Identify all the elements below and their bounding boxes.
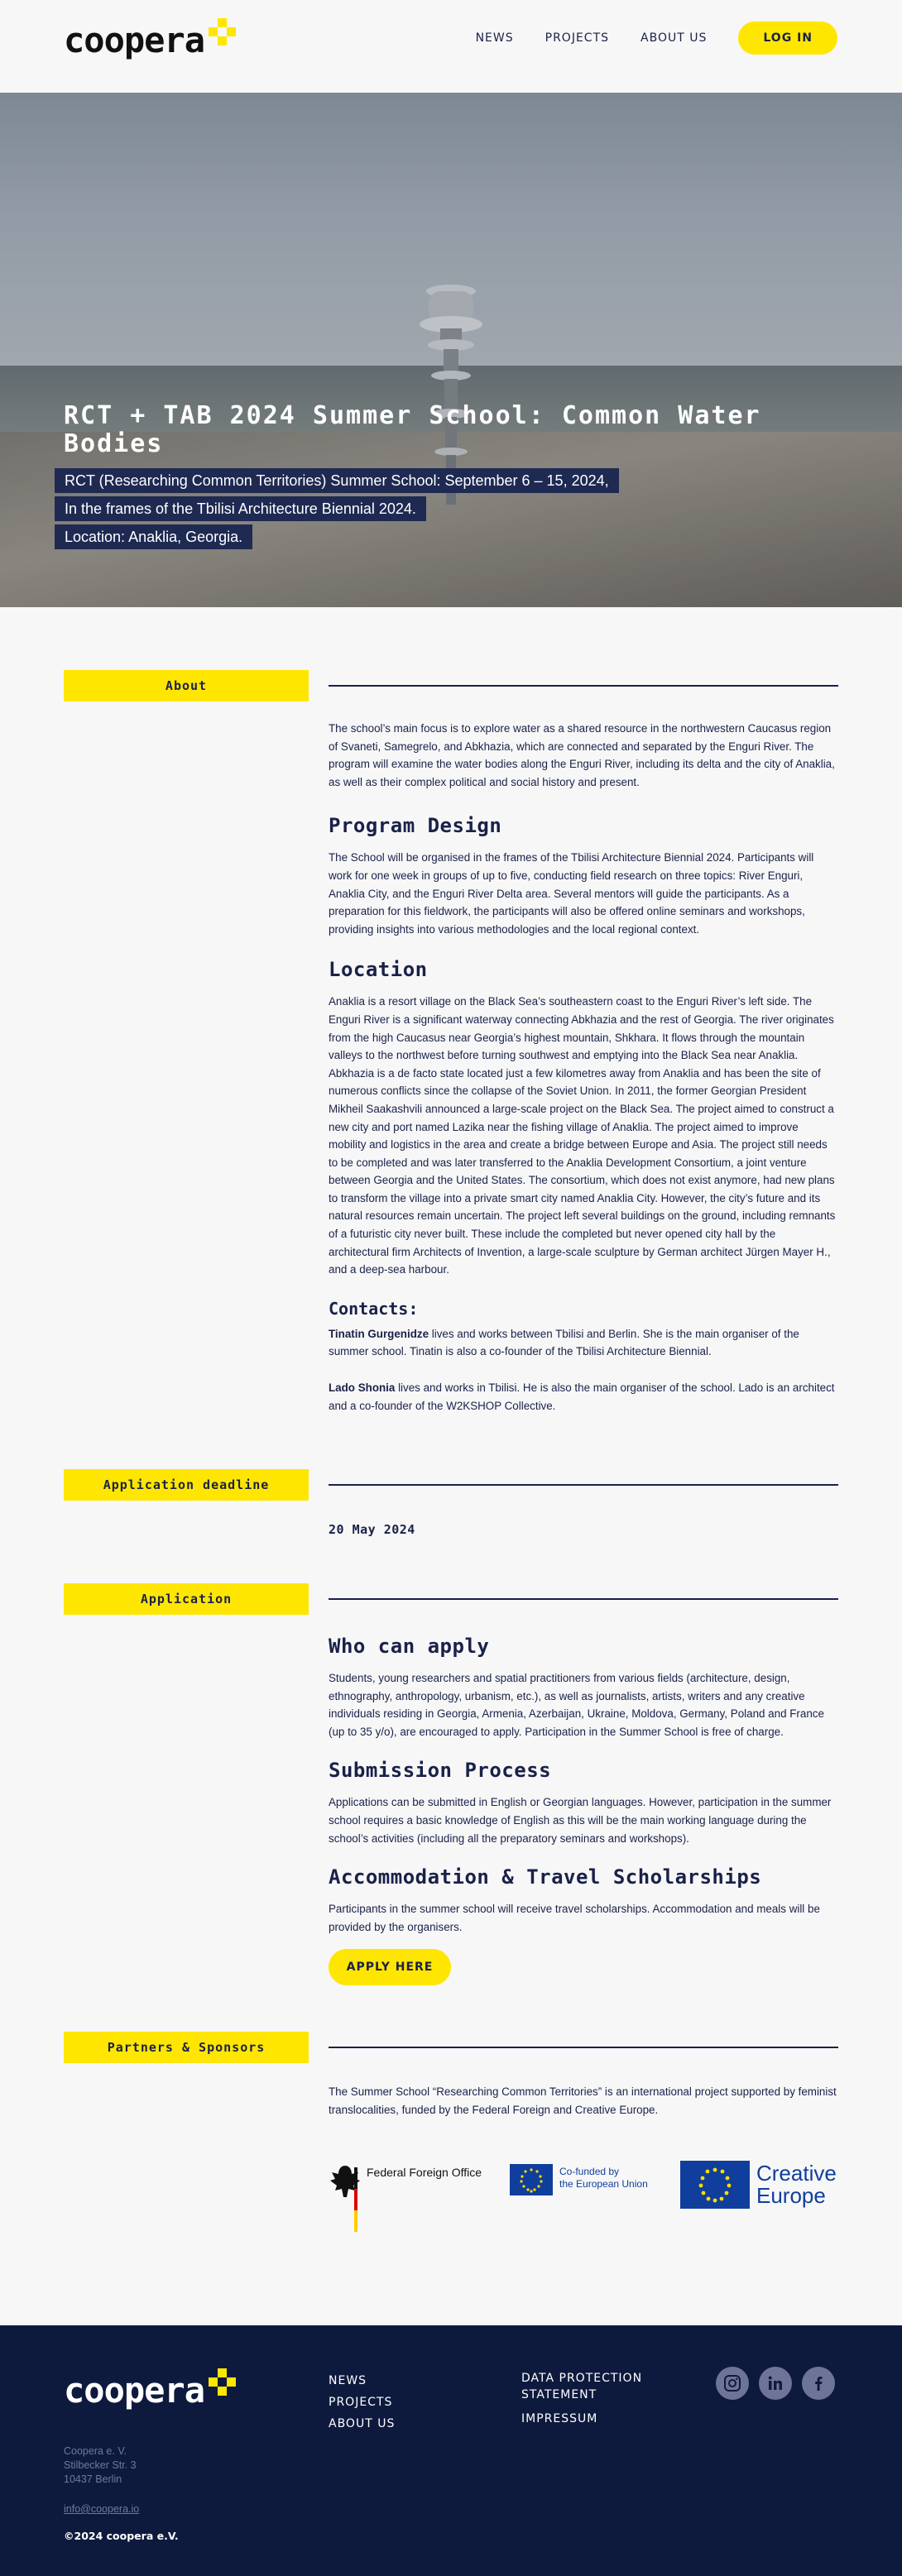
footer-address: Coopera e. V. Stilbecker Str. 3 10437 Berlin <box>64 2445 137 2485</box>
application-label: Application <box>64 1583 309 1615</box>
creative-europe-logo[interactable] <box>680 2161 842 2210</box>
about-intro: The school’s main focus is to explore water as a shared resource in the northwestern Caucasus region of Svaneti, Samegrelo, and Abkhazia, which are connected and separated by the Enguri River. The program will examine the water bodies along the Enguri River, including its delta and the city of Anaklia, as well as their complex political and social history and present. <box>329 722 835 788</box>
linkedin-icon[interactable] <box>759 2367 792 2400</box>
eu-line1: Co-funded by <box>559 2166 620 2177</box>
instagram-icon[interactable] <box>716 2367 749 2400</box>
footer-nav-news[interactable]: NEWS <box>329 2374 367 2387</box>
submission-text: Applications can be submitted in English or Georgian languages. However, participation in the summer school requires a basic knowledge of English as this will be the main working language during the school’s activities (including all the preparatory seminars and workshops). <box>329 1796 832 1845</box>
contact-lado: Lado Shonia lives and works in Tbilisi. He is also the main organiser of the school. Lado is an architect and a co-founder of the W2KSHOP Collective. <box>329 1381 835 1412</box>
location-text: Anaklia is a resort village on the Black Sea’s southeastern coast to the Enguri River’s left side. The Enguri River is a significant waterway connecting Abkhazia and the rest of Georgia. The river originates from the high Caucasus near Georgia’s highest mountain, Shkhara. It flows through the mountain valleys to the northwest before turning southwest and emptying into the Black Sea near Anaklia. Abkhazia is a de facto state located just a few kilometres away from Anaklia and has been the site of numerous conflicts since the collapse of the Soviet Union. In 2011, the former Georgian President Mikheil Saakashvili announced a large-scale project on the Black Sea. The project aimed to construct a new city and port named Lazika near the fishing village of Anaklia. The project aimed to improve mobility and logistics in the area and create a bridge between Europe and Asia. The project still needs to be completed and was later transferred to the Anaklia Development Consortium, a joint venture between Georgia and the United States. The consortium, which does not exist anymore, had new plans to transform the village into a private smart city named Anaklia City. However, the city’s future and its natural resources remain uncertain. The project left several buildings on the ground, including remnants of a futuristic city never built. These include the completed but never opened city hall by the architectural firm Architects of Invention, a large-scale sculpture by German architect Jürgen Mayer H., and a deep-sea harbour. <box>329 995 836 1276</box>
application-section <box>329 1635 838 1936</box>
hero-line-location: Location: Anaklia, Georgia. <box>55 524 252 549</box>
site-footer <box>0 2325 902 2576</box>
who-can-apply-text: Students, young researchers and spatial practitioners from various fields (architecture, design, ethnography, anthropology, urbanism, etc.), as well as journalists, artists, writers and any creative individuals residing in Georgia, Armenia, Azerbaijan, Ukraine, Moldova, Germany, Poland and France (up to 35 y/o), are encouraged to apply. Participation in the Summer School is free of charge. <box>329 1672 824 1738</box>
deadline-label: Application deadline <box>64 1469 309 1501</box>
about-section <box>329 720 838 1415</box>
contact-tinatin: Tinatin Gurgenidze lives and works between Tbilisi and Berlin. She is the main organiser of the summer school. Tinatin is also a co-founder of the Tbilisi Architecture Biennial. <box>329 1327 799 1358</box>
footer-nav-about-us[interactable]: ABOUT US <box>329 2417 396 2430</box>
login-button[interactable]: LOG IN <box>738 22 837 55</box>
hero-banner <box>0 93 902 607</box>
who-can-apply-heading: Who can apply <box>329 1635 490 1658</box>
submission-heading: Submission Process <box>329 1759 552 1783</box>
footer-logo[interactable]: coopera <box>64 2368 237 2415</box>
nav-projects[interactable]: PROJECTS <box>545 31 610 45</box>
partners-text: The Summer School “Researching Common Territories” is an international project supported by feminist translocalities, funded by the Federal Foreign and Creative Europe. <box>329 2085 837 2116</box>
ffo-label: Federal Foreign Office <box>367 2166 482 2179</box>
facebook-icon[interactable] <box>802 2367 835 2400</box>
location-heading: Location <box>329 958 428 982</box>
footer-impressum-link[interactable]: IMPRESSUM <box>521 2412 598 2425</box>
hero-subtitle <box>55 468 619 553</box>
logo-square <box>209 2377 218 2387</box>
footer-data-protection-link[interactable]: DATA PROTECTION STATEMENT <box>521 2372 643 2401</box>
logo-square <box>227 2377 236 2387</box>
deadline-date: 20 May 2024 <box>329 1522 415 1537</box>
logo-square <box>218 2368 227 2377</box>
about-label: About <box>64 670 309 701</box>
eu-cofunded-logo[interactable] <box>510 2164 659 2197</box>
coopera-logo[interactable]: coopera <box>64 18 237 63</box>
main-nav <box>476 22 837 55</box>
partners-label: Partners & Sponsors <box>64 2032 309 2063</box>
section-divider <box>329 1484 838 1486</box>
contacts-heading: Contacts: <box>329 1298 419 1319</box>
footer-nav <box>329 2370 395 2435</box>
nav-news[interactable]: NEWS <box>475 31 514 45</box>
logo-square <box>218 36 227 45</box>
federal-foreign-office-logo[interactable] <box>329 2161 494 2232</box>
logo-square <box>209 27 218 36</box>
logo-square <box>218 18 227 27</box>
eu-line2: the European Union <box>559 2178 648 2190</box>
hero-line-dates: RCT (Researching Common Territories) Summer School: September 6 – 15, 2024, <box>55 468 619 493</box>
program-design-text: The School will be organised in the frames of the Tbilisi Architecture Biennial 2024. Participants will work for one week in groups of up to five, conducting field research on three topics: River Enguri, Anaklia City, and the Enguri River Delta area. Several mentors will guide the participants. As a preparation for this fieldwork, the participants will also be offered online seminars and workshops, providing insights into various methodologies and the local regional context. <box>329 851 814 936</box>
creative-europe-flag-icon <box>680 2161 750 2209</box>
footer-nav-projects[interactable]: PROJECTS <box>329 2396 393 2409</box>
program-design-heading: Program Design <box>329 814 502 838</box>
apply-here-button[interactable]: APPLY HERE <box>329 1949 451 1985</box>
hero-line-biennial: In the frames of the Tbilisi Architecture Biennial 2024. <box>55 496 426 521</box>
accommodation-text: Participants in the summer school will receive travel scholarships. Accommodation and meals will be provided by the organisers. <box>329 1903 820 1933</box>
accommodation-heading: Accommodation & Travel Scholarships <box>329 1865 762 1889</box>
social-links <box>716 2367 835 2400</box>
eu-flag-icon <box>510 2164 553 2195</box>
footer-copyright: ©2024 coopera e.V. <box>64 2530 179 2542</box>
logo-square <box>227 27 236 36</box>
ce-line1: Creative <box>756 2161 837 2186</box>
section-divider <box>329 2047 838 2048</box>
nav-about-us[interactable]: ABOUT US <box>641 31 708 45</box>
section-divider <box>329 685 838 687</box>
ce-line2: Europe <box>756 2183 826 2208</box>
eagle-icon <box>329 2161 362 2232</box>
section-divider <box>329 1598 838 1600</box>
logo-square <box>218 2387 227 2396</box>
footer-email-link[interactable]: info@coopera.io <box>64 2503 140 2515</box>
page-title: RCT + TAB 2024 Summer School: Common Water Bodies <box>64 401 761 458</box>
footer-legal-nav <box>521 2370 670 2430</box>
site-header <box>0 0 902 93</box>
